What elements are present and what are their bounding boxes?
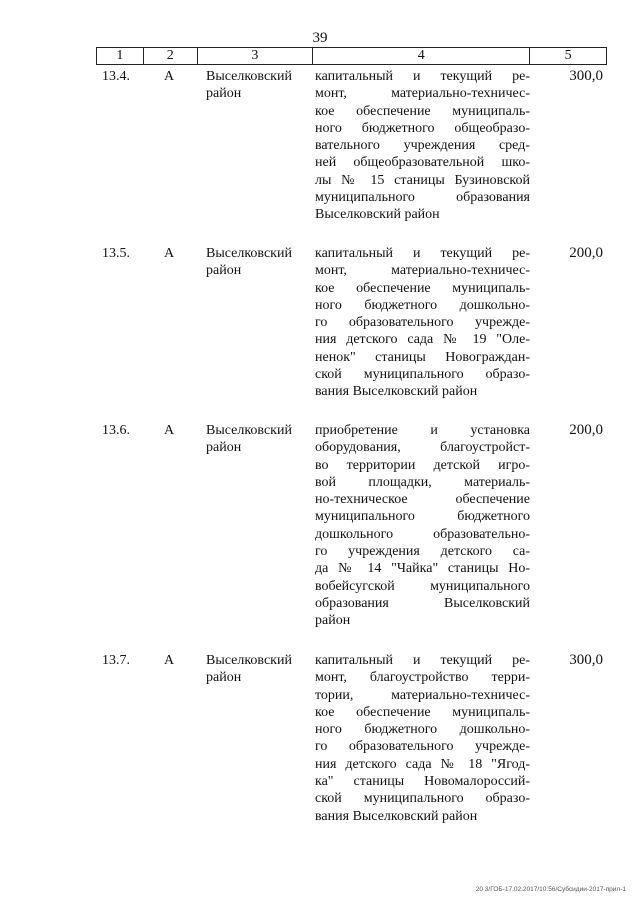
column-header-4: 4 [313, 48, 530, 64]
row-district: Выселковский район [206, 653, 292, 686]
description-line: образования Выселковский [315, 595, 530, 611]
description-line: ненок" станицы Новограждан- [315, 349, 530, 365]
description-line: муниципального бюджетного [315, 509, 530, 525]
description-line: капитальный и текущий ре- [315, 653, 530, 668]
page-number: 39 [312, 30, 328, 46]
row-amount: 200,0 [569, 422, 603, 438]
description-line: кое обеспечение муниципаль- [315, 103, 530, 119]
description-line: муниципального образования [315, 190, 530, 206]
column-header-3: 3 [198, 48, 314, 64]
row-category: А [164, 653, 175, 668]
description-line: монт, материально-техничес- [315, 86, 530, 102]
row-amount: 200,0 [569, 245, 603, 261]
row-district: Выселковский район [206, 69, 292, 102]
description-line: тории, материально-техничес- [315, 687, 530, 703]
row-category: А [164, 69, 175, 84]
description-line: но-техническое обеспечение [315, 492, 530, 508]
row-description [315, 652, 530, 825]
description-line: го образовательного учрежде- [315, 739, 530, 755]
description-line: го образовательного учрежде- [315, 315, 530, 331]
description-line: ка" станицы Новомалороссий- [315, 774, 530, 790]
description-line: вобейсугской муниципального [315, 578, 530, 594]
description-line: монт, материально-техничес- [315, 263, 530, 279]
description-line: ного бюджетного общеобразо- [315, 120, 530, 136]
description-line: капитальный и текущий ре- [315, 69, 530, 84]
row-number: 13.7. [102, 653, 130, 668]
description-line: ного бюджетного дошкольно- [315, 722, 530, 738]
description-line: район [315, 613, 351, 629]
description-line: приобретение и установка [315, 423, 530, 438]
description-line: кое обеспечение муниципаль- [315, 704, 530, 720]
table-header-row [96, 47, 607, 65]
description-line: вой площадки, материаль- [315, 474, 530, 490]
description-line: ного бюджетного дошкольно- [315, 297, 530, 313]
description-line: кое обеспечение муниципаль- [315, 280, 530, 296]
row-description [315, 68, 530, 224]
row-amount: 300,0 [569, 68, 603, 84]
description-line: вания Выселковский район [315, 384, 478, 400]
description-line: во территории детской игро- [315, 457, 530, 473]
row-description [315, 422, 530, 630]
row-district: Выселковский район [206, 423, 292, 456]
description-line: ния детского сада № 18 "Ягод- [315, 756, 530, 772]
row-category: А [164, 423, 175, 438]
description-line: Выселковский район [315, 207, 440, 223]
row-district: Выселковский район [206, 246, 292, 279]
column-header-5: 5 [564, 48, 572, 63]
row-amount: 300,0 [569, 652, 603, 668]
description-line: оборудования, благоустройст- [315, 440, 530, 456]
row-number: 13.6. [102, 423, 130, 438]
column-header-1: 1 [97, 48, 144, 64]
footer-document-code: 20 3/ГОБ-17.02.2017/10:56/Субсидии-2017-прил-1 [475, 886, 626, 893]
row-number: 13.5. [102, 246, 130, 261]
description-line: да № 14 "Чайка" станицы Но- [315, 561, 530, 577]
description-line: ней общеобразовательной шко- [315, 155, 530, 171]
description-line: лы № 15 станицы Бузиновской [315, 172, 530, 188]
description-line: вательного учреждения сред- [315, 138, 530, 154]
description-line: монт, благоустройство терри- [315, 670, 530, 686]
description-line: капитальный и текущий ре- [315, 246, 530, 261]
description-line: ния детского сада № 19 "Оле- [315, 332, 530, 348]
row-number: 13.4. [102, 69, 130, 84]
column-header-2: 2 [144, 48, 198, 64]
description-line: вания Выселковский район [315, 808, 478, 824]
row-category: А [164, 246, 175, 261]
description-line: го учреждения детского са- [315, 544, 530, 560]
description-line: ской муниципального образо- [315, 367, 530, 383]
row-description [315, 245, 530, 401]
description-line: ской муниципального образо- [315, 791, 530, 807]
description-line: дошкольного образовательно- [315, 526, 530, 542]
